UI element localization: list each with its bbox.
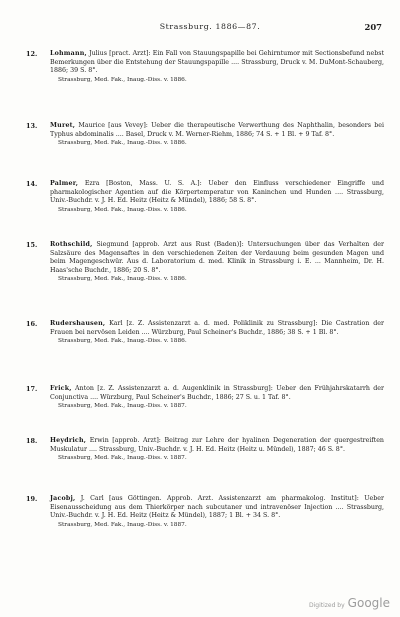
entry-number: 14. bbox=[26, 180, 38, 188]
entry-author: Muret, bbox=[50, 122, 76, 129]
digitization-watermark bbox=[309, 592, 390, 611]
entry-text bbox=[50, 320, 384, 346]
entry-text bbox=[50, 180, 384, 214]
entry-author: Frick, bbox=[50, 385, 72, 392]
entry-note: Strassburg, Med. Fak., Inaug.-Diss. v. 1886. bbox=[58, 338, 187, 345]
entry-description: Maurice [aus Vevey]: Ueber die therapeutische Verwerthung des Naphthalin, besonders bei Typhus abdominalis .... Basel, Druck v. M. Werner-Riehm, 1886; 74 S. + 1 Bl. + 9 Taf. 8°. bbox=[50, 122, 384, 138]
entry-text bbox=[50, 122, 384, 148]
entry-author: Lohmann, bbox=[50, 50, 87, 57]
entry-description: Karl [z. Z. Assistenzarzt a. d. med. Poliklinik zu Strassburg]: Die Castration der Frauen bei nervösen Leiden .... Würzburg, Paul Scheiner's Buchdr., 1886; 38 S. + 1 Bl. 8°. bbox=[50, 320, 384, 336]
bibliography-list bbox=[22, 50, 384, 553]
entry-description: Ezra [Boston, Mass. U. S. A.]: Ueber den Einfluss verschiedener Eingriffe und pharmakologischer Agentien auf die Körpertemperatur von Kaninchen und Hunden .... Strassburg, Univ.-Buchdr. v. J. H. Ed. Heitz (Heitz & Mündel), 1886; 58 S. 8°. bbox=[50, 180, 384, 205]
entry-note: Strassburg, Med. Fak., Inaug.-Diss. v. 1887. bbox=[58, 521, 187, 528]
entry-number: 16. bbox=[26, 320, 38, 328]
entry-number: 19. bbox=[26, 495, 38, 503]
bibliography-entry bbox=[22, 50, 384, 122]
entry-description: Julius [pract. Arzt]: Ein Fall von Stauungspapille bei Gehirntumor mit Sectionsbefund nebst Bemerkungen über die Entstehung der Stauungspapille .... Strassburg, Druck v. M. DuMont-Schauberg, 1886; 39 S. 8°. bbox=[50, 50, 384, 75]
running-header bbox=[38, 22, 382, 34]
entry-number: 17. bbox=[26, 385, 38, 393]
entry-number: 12. bbox=[26, 50, 38, 58]
running-title: Strassburg. 1886—87. bbox=[159, 22, 261, 31]
page-number: 207 bbox=[364, 22, 382, 32]
entry-number: 15. bbox=[26, 241, 38, 249]
entry-description: Erwin [approb. Arzt]: Beitrag zur Lehre der hyalinen Degeneration der quergestreiften Muskulatur .... Strassburg, Univ.-Buchdr. v. J. H. Ed. Heitz (Heitz u. Mündel), 1887; 46 S. 8°. bbox=[50, 437, 384, 453]
bibliography-entry bbox=[22, 437, 384, 495]
entry-note: Strassburg, Med. Fak., Inaug.-Diss. v. 1887. bbox=[58, 455, 187, 462]
entry-text bbox=[50, 385, 384, 411]
entry-description: Anton [z. Z. Assistenzarzt a. d. Augenklinik in Strassburg]: Ueber den Frühjahrskatarrh der Conjunctiva .... Würzburg, Paul Scheiner's Buchdr., 1886; 27 S. u. 1 Taf. 8°. bbox=[50, 385, 384, 401]
bibliography-entry bbox=[22, 180, 384, 241]
entry-author: Rudershausen, bbox=[50, 320, 106, 327]
entry-note: Strassburg, Med. Fak., Inaug.-Diss. v. 1887. bbox=[58, 403, 187, 410]
entry-text bbox=[50, 241, 384, 284]
entry-number: 13. bbox=[26, 122, 38, 130]
bibliography-entry bbox=[22, 241, 384, 320]
bibliography-entry bbox=[22, 320, 384, 385]
entry-author: Jacobj, bbox=[50, 495, 76, 502]
entry-number: 18. bbox=[26, 437, 38, 445]
entry-text bbox=[50, 437, 384, 463]
bibliography-entry bbox=[22, 495, 384, 553]
entry-text bbox=[50, 495, 384, 529]
entry-author: Rothschild, bbox=[50, 241, 93, 248]
entry-text bbox=[50, 50, 384, 84]
entry-description: J. Carl [aus Göttingen. Approb. Arzt. Assistenzarzt am pharmakolog. Institut]: Ueber Eisenausscheidung aus dem Thierkörper nach subcutaner und intravenöser Injection .... Strassburg, Univ.-Buchdr. v. J. H. Ed. Heitz (Heitz & Mündel), 1887; 1 Bl. + 34 S. 8°. bbox=[50, 495, 384, 520]
entry-note: Strassburg, Med. Fak., Inaug.-Diss. v. 1886. bbox=[58, 206, 187, 213]
entry-author: Heydrich, bbox=[50, 437, 87, 444]
entry-description: Siegmund [approb. Arzt aus Rust (Baden)]: Untersuchungen über das Verhalten der Salzsäure des Magensaftes in den verschiedenen Zeiten der Verdauung beim gesunden Magen und beim Magengeschwür. Aus d. Laboratorium d. med. Klinik in Strassburg i. E. ... Mannheim, Dr. H. Haas'sche Buchdr., 1886; 20 S. 8°. bbox=[50, 241, 384, 274]
entry-note: Strassburg, Med. Fak., Inaug.-Diss. v. 1886. bbox=[58, 140, 187, 147]
bibliography-entry bbox=[22, 122, 384, 180]
google-logo: Google bbox=[347, 596, 390, 610]
bibliography-entry bbox=[22, 385, 384, 437]
entry-note: Strassburg, Med. Fak., Inaug.-Diss. v. 1886. bbox=[58, 276, 187, 283]
entry-note: Strassburg, Med. Fak., Inaug.-Diss. v. 1886. bbox=[58, 76, 187, 83]
entry-author: Palmer, bbox=[50, 180, 79, 187]
watermark-prefix: Digitized by bbox=[308, 602, 345, 609]
